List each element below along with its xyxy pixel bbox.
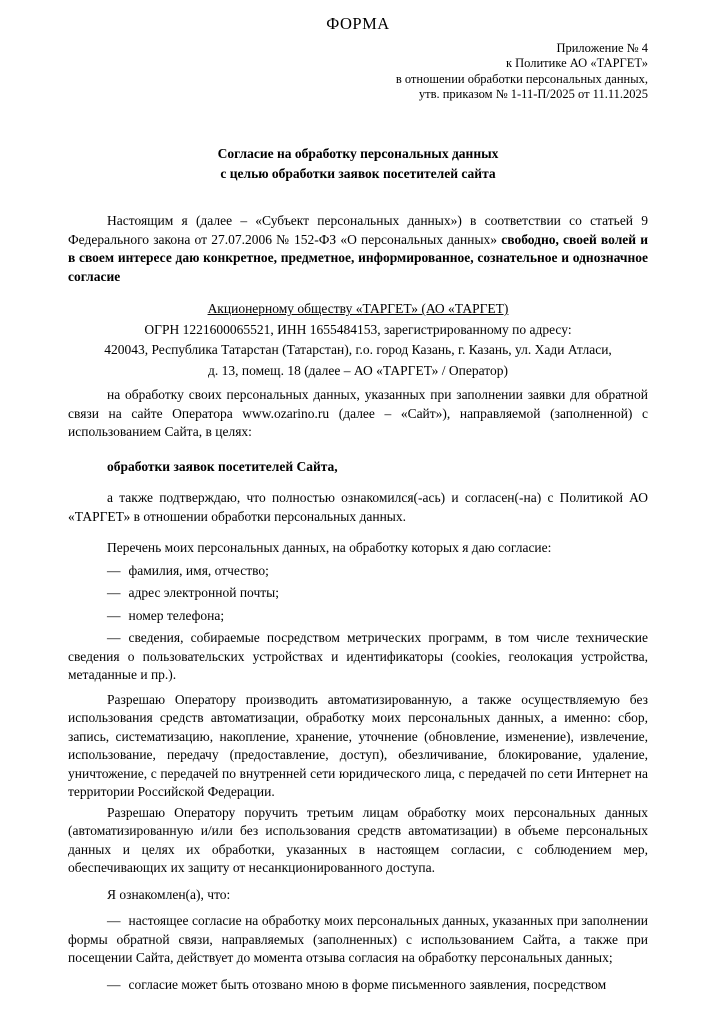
title-line-2: с целью обработки заявок посетителей сайта bbox=[220, 166, 496, 182]
operator-ogrn-line: ОГРН 1221600065521, ИНН 1655484153, зарегистрированному по адресу: bbox=[144, 321, 572, 337]
consent-intro-bold-text: свободно, своей волей и в своем интересе даю конкретное, предметное, информированное, сознательное и однозначное согласие bbox=[68, 231, 648, 284]
form-label: ФОРМА bbox=[326, 14, 390, 33]
title-line-1: Согласие на обработку персональных данных bbox=[217, 146, 499, 162]
dash-marker: — bbox=[107, 913, 121, 929]
operator-address-line-2: д. 13, помещ. 18 (далее – АО «ТАРГЕТ» / Оператор) bbox=[208, 362, 508, 378]
list-item-text: настоящее согласие на обработку моих персональных данных, указанных при заполнении формы обратной связи, направляемых (заполненных) с использованием Сайта, а также при посещении Сайта, действует до момента отзыва согласия на обработку персональных данных; bbox=[68, 913, 648, 966]
consent-intro-paragraph bbox=[68, 212, 648, 286]
policy-acknowledgement-paragraph: а также подтверждаю, что полностью ознакомился(-ась) и согласен(-на) с Политикой АО «ТАРГЕТ» в отношении обработки персональных данных. bbox=[68, 490, 648, 524]
list-item bbox=[68, 912, 648, 968]
appendix-line: в отношении обработки персональных данных, bbox=[395, 71, 648, 86]
dash-marker: — bbox=[107, 607, 121, 623]
dash-marker: — bbox=[107, 630, 121, 646]
list-item bbox=[68, 584, 648, 603]
list-item-text: номер телефона; bbox=[128, 607, 225, 623]
list-item-text: фамилия, имя, отчество; bbox=[128, 562, 269, 578]
dash-marker: — bbox=[107, 585, 121, 601]
processing-scope-paragraph: на обработку своих персональных данных, указанных при заполнении заявки для обратной связи на сайте Оператора www.ozarino.ru (далее – «Сайт»), направляемой (заполненной) с использованием Сайта, в целях: bbox=[68, 387, 648, 440]
list-item bbox=[68, 607, 648, 626]
third-party-processing-paragraph: Разрешаю Оператору поручить третьим лицам обработку моих персональных данных (автоматизированную и/или без использования средств автоматизации) в объеме персональных данных и целях их обработки, указанных в настоящем согласии, с соблюдением мер, обеспечивающих их защиту от несанкционированного доступа. bbox=[68, 804, 648, 876]
processing-methods-paragraph: Разрешаю Оператору производить автоматизированную, а также осуществляемую без использования средств автоматизации, обработку моих персональных данных, а именно: сбор, запись, систематизацию, накопление, хранение, уточнение (обновление, изменение), извлечение, использование, передачу (предоставление, доступ), обезличивание, блокирование, удаление, уничтожение, с передачей по внутренней сети юридического лица, с передачей по сети Интернет на территории Российской Федерации. bbox=[68, 691, 648, 800]
dash-marker: — bbox=[107, 562, 121, 578]
appendix-line: утв. приказом № 1-11-П/2025 от 11.11.2025 bbox=[418, 86, 648, 101]
list-item bbox=[68, 562, 648, 581]
list-item bbox=[68, 976, 648, 995]
document-title bbox=[68, 144, 648, 184]
operator-block bbox=[68, 299, 648, 381]
appendix-line: к Политике АО «ТАРГЕТ» bbox=[505, 56, 648, 71]
operator-address-line-1: 420043, Республика Татарстан (Татарстан), г.о. город Казань, г. Казань, ул. Хади Атласи, bbox=[104, 342, 612, 358]
processing-purpose: обработки заявок посетителей Сайта, bbox=[107, 458, 338, 474]
list-item bbox=[68, 629, 648, 685]
operator-name-line: Акционерному обществу «ТАРГЕТ» (АО «ТАРГЕТ) bbox=[207, 301, 509, 317]
list-item-text: адрес электронной почты; bbox=[128, 585, 279, 601]
personal-data-list bbox=[68, 562, 648, 685]
consent-intro-normal-text: Настоящим я (далее – «Субъект персональных данных») в соответствии со статьей 9 Федерального закона от 27.07.2006 № 152-ФЗ «О персональных данных» bbox=[68, 213, 648, 247]
appendix-header bbox=[68, 41, 648, 102]
acknowledgement-list bbox=[68, 912, 648, 994]
personal-data-list-intro: Перечень моих персональных данных, на обработку которых я даю согласие: bbox=[107, 540, 552, 556]
list-item-text: сведения, собираемые посредством метрических программ, в том числе технические сведения о пользовательских устройствах и идентификаторы (cookies, геолокация устройства, метаданные и пр.). bbox=[68, 630, 648, 683]
list-item-text: согласие может быть отозвано мною в форме письменного заявления, посредством bbox=[128, 976, 607, 992]
acknowledgement-intro: Я ознакомлен(а), что: bbox=[107, 886, 231, 902]
appendix-line: Приложение № 4 bbox=[556, 41, 648, 55]
dash-marker: — bbox=[107, 976, 121, 992]
